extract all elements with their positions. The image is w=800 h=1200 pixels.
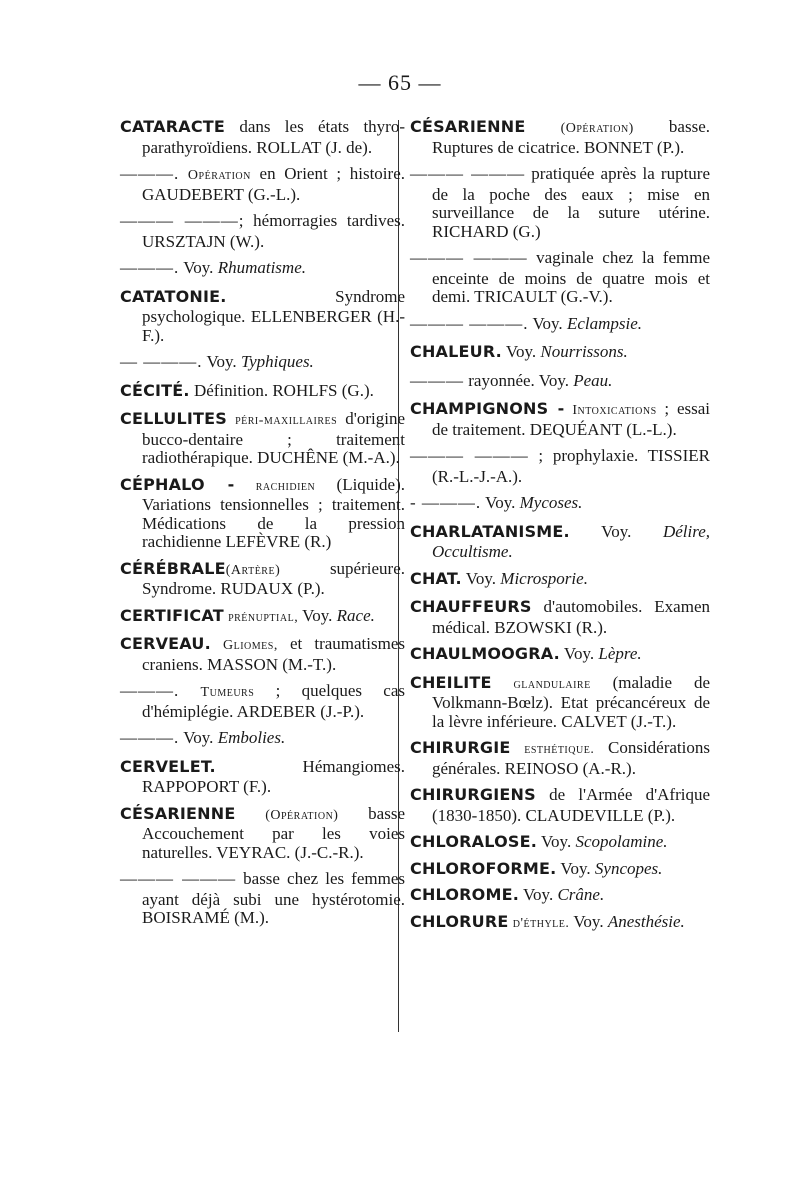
entry-subheading: Opération [187,168,251,183]
entry-headword: ——— ——— [120,211,239,230]
entry-headword: - ———. [410,493,482,512]
index-entry [410,860,710,881]
entry-reference: Embolies. [217,728,286,747]
index-entry [120,288,405,346]
entry-text: Hémangiomes. RAPPOPORT (F.). [142,756,405,796]
entry-reference: Scopolamine. [575,832,668,851]
index-entry [120,805,405,863]
entry-reference: Délire, Occultisme. [432,521,710,561]
entry-reference: Crâne. [557,885,605,904]
entry-subheading: Tumeurs [200,685,255,700]
entry-headword: ——— ———. [410,313,529,333]
entry-text: d'origine bucco-dentaire ; traitement radiothérapique. DUCHÊNE (M.-A.). [142,409,406,467]
index-entry [410,494,710,515]
entry-text: ; quelques cas d'hémiplégie. ARDEBER (J.-P.). [142,681,406,721]
entry-headword: CHAMPIGNONS - [410,399,565,418]
entry-reference: Mycoses. [519,493,583,512]
right-column [410,118,710,939]
index-entry [120,165,405,204]
entry-reference: Rhumatisme. [217,258,306,277]
entry-text: Voy. [501,342,541,361]
index-entry [410,372,710,393]
entry-headword: CHIRURGIENS [410,785,536,804]
index-entry [410,833,710,854]
entry-headword: ——— [410,370,464,390]
index-entry [120,118,405,157]
entry-headword: CÉRÉBRALE [120,558,226,578]
entry-headword: CÉSARIENNE [410,117,526,136]
entry-headword: CHAULMOOGRA. [410,644,560,663]
index-entry [410,343,710,364]
entry-text: basse chez les femmes ayant déjà subi une hystérotomie. BOISRAMÉ (M.). [142,869,405,927]
entry-headword: ——— ——— [410,164,526,183]
entry-headword: ———. [120,681,180,700]
entry-headword: CERVEAU. [120,634,211,653]
entry-text: supérieure. Syndrome. RUDAUX (P.). [142,558,405,598]
index-entry [120,607,405,628]
entry-reference: Typhiques. [240,352,314,371]
entry-text: basse. Ruptures de cicatrice. BONNET (P.). [432,117,711,157]
entry-text: Voy. [537,832,576,851]
entry-headword: CERTIFICAT [120,605,224,625]
entry-text: Voy. [528,313,567,333]
entry-text: Voy. [519,885,558,904]
entry-text: vaginale chez la femme enceinte de moins de quatre mois et demi. TRICAULT (G.-V.). [432,248,710,306]
index-entry [410,598,710,637]
entry-subheading: (Artère) [225,562,281,578]
index-entry [410,786,710,825]
entry-text: Voy. [179,258,218,277]
index-entry [410,739,710,778]
entry-headword: CÉCITÉ. [120,380,190,400]
index-entry [120,476,405,552]
entry-subheading: Intoxications [572,403,657,418]
entry-text: Définition. ROHLFS (G.). [189,380,374,400]
entry-text: Voy. [559,644,599,663]
entry-text: de l'Armée d'Afrique (1830-1850). CLAUDEVILLE (P.). [432,785,710,825]
entry-text: et traumatismes craniens. MASSON (M.-T.). [142,634,405,674]
entry-subheading: Gliomes, [223,638,278,653]
index-entry [120,682,405,721]
index-entry [410,645,710,666]
entry-text: Considérations générales. REINOSO (A.-R.). [432,738,710,778]
index-entry [410,315,710,336]
entry-reference: Microsporie. [500,568,588,588]
index-entry [120,382,405,403]
entry-text: Voy. [461,568,501,588]
entry-headword: CHIRURGIE [410,738,511,757]
entry-headword: — ———. [120,352,203,371]
entry-headword: CHLORURE [410,911,509,931]
entry-subheading: prénuptial, [228,609,299,625]
entry-text: Voy. [556,858,595,878]
entry-headword: CELLULITES [120,409,227,428]
entry-reference: Lèpre. [598,644,642,663]
entry-headword: CHEILITE [410,672,492,692]
entry-subheading: esthétique. [524,742,595,757]
entry-subheading: (Opération) [265,807,339,823]
index-entry [410,165,710,241]
index-entry [410,674,710,732]
entry-text: pratiquée après la rupture de la poche des eaux ; mise en surveillance de la suture utérine. RICHARD (G.) [432,164,710,241]
entry-reference: Anesthésie. [607,911,685,931]
index-entry [410,249,710,307]
entry-text: dans les états thyro-parathyroïdiens. ROLLAT (J. de). [142,117,405,157]
entry-text: ; prophylaxie. TISSIER (R.-L.-J.-A.). [432,446,711,486]
index-entry [410,447,710,486]
entry-headword: ———. [120,258,180,277]
entry-subheading: d'éthyle. [512,915,570,931]
entry-text: d'automobiles. Examen médical. BZOWSKI (R.). [432,597,710,637]
page-number: — 65 — [358,70,442,95]
entry-headword: ——— ——— [120,869,237,888]
index-entry [120,758,405,797]
entry-headword: CÉPHALO - [120,474,235,494]
entry-reference: Peau. [573,370,613,390]
entry-text: en Orient ; histoire. GAUDEBERT (G.-L.). [142,164,405,204]
left-column [120,118,405,936]
entry-headword: CERVELET. [120,756,216,776]
index-entry [120,212,405,251]
index-entry [410,913,710,934]
index-entry [120,353,405,374]
entry-headword: CHLORALOSE. [410,832,538,851]
entry-headword: CHARLATANISME. [410,521,570,541]
entry-text: rayonnée. Voy. [464,370,574,390]
index-entry [410,118,710,157]
entry-headword: CHAUFFEURS [410,597,532,616]
entry-headword: ——— ——— [410,446,529,465]
entry-reference: Nourrissons. [540,342,628,361]
entry-text: Syndrome psychologique. ELLENBERGER (H.-F.). [142,286,405,345]
entry-subheading: glandulaire [513,676,591,692]
entry-reference: Race. [336,605,375,625]
entry-headword: ———. [120,728,180,747]
index-entry [410,400,710,439]
entry-text: (maladie de Volkmann-Bœlz). Etat précancéreux de la lèvre inférieure. CALVET (J.-T.). [432,672,710,731]
entry-text: Voy. [202,352,241,371]
index-entry [120,259,405,280]
entry-text: (Liquide). Variations tensionnelles ; traitement. Médications de la pression rachidienne LEFÈVRE (R.) [142,474,405,551]
index-entry [120,635,405,674]
index-entry [120,410,405,468]
entry-headword: ———. [120,164,180,183]
entry-subheading: rachidien [255,478,316,494]
entry-text: Voy. [569,911,608,931]
entry-headword: CHLOROFORME. [410,858,557,878]
entry-text: ; hémorragies tardives. URSZTAJN (W.). [142,211,406,251]
entry-text: Voy. [298,605,337,625]
entry-headword: CHAT. [410,568,462,588]
entry-text: ; essai de traitement. DEQUÉANT (L.-L.). [432,399,710,439]
entry-headword: CATARACTE [120,117,226,136]
entry-text: basse Accouchement par les voies naturelles. VEYRAC. (J.-C.-R.). [142,803,406,862]
index-entry [410,570,710,591]
entry-reference: Syncopes. [594,858,663,878]
entry-headword: CHLOROME. [410,885,520,904]
entry-subheading: péri-maxillaires [235,413,338,428]
index-entry [120,560,405,599]
entry-subheading: (Opération) [560,121,634,136]
entry-headword: CÉSARIENNE [120,803,236,823]
index-entry [410,523,710,562]
entry-text: Voy. [179,728,218,747]
entry-text: Voy. [569,521,663,541]
index-entry [410,886,710,907]
entry-headword: ——— ——— [410,248,528,267]
entry-text: Voy. [481,493,520,512]
entry-headword: CATATONIE. [120,286,227,306]
index-entry [120,729,405,750]
entry-headword: CHALEUR. [410,342,502,361]
entry-reference: Eclampsie. [566,313,643,333]
index-entry [120,870,405,928]
